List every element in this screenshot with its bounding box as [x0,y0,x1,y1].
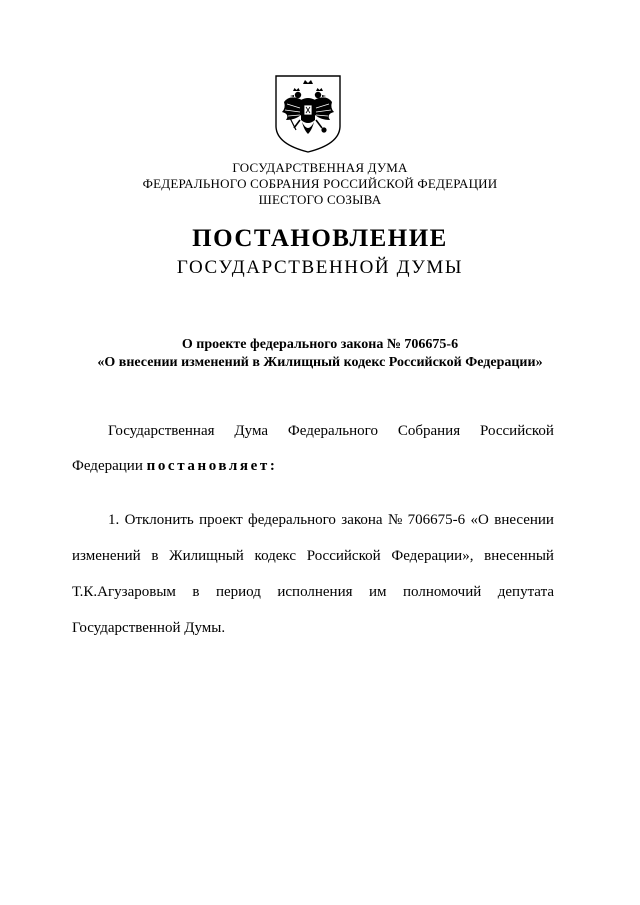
item-1-line-2 [72,548,554,565]
resolves-keyword: постановляет: [146,458,278,474]
item-1-line-4: Государственной Думы. [72,620,226,636]
item-word: период [215,584,261,600]
item-word: 1. [108,512,120,528]
item-word: Федерации», [391,548,474,564]
item-word: исполнения [277,584,353,600]
item-word: изменений [72,548,141,564]
item-word: № [387,512,403,528]
item-word: Жилищный [169,548,244,564]
issuer-line-2: ФЕДЕРАЛЬНОГО СОБРАНИЯ РОССИЙСКОЙ ФЕДЕРАЦИИ [142,176,498,191]
item-1-line-3 [72,584,554,601]
item-word: в [192,584,200,600]
russian-coat-of-arms-icon [272,74,344,154]
item-word: полномочий [403,584,482,600]
preamble-line-2 [72,458,554,475]
item-1-line-1 [108,512,554,529]
item-word: федерального [248,512,336,528]
item-word: кодекс [254,548,297,564]
bill-heading [0,336,640,372]
preamble-line-1 [108,423,554,440]
item-word: внесенный [484,548,554,564]
item-word: проект [199,512,243,528]
item-word: депутата [497,584,554,600]
preamble-word: Российской [480,423,554,439]
issuer-line-3: ШЕСТОГО СОЗЫВА [258,192,382,207]
preamble-word: Федерального [287,423,378,439]
item-word: «О [470,512,489,528]
item-word: им [368,584,387,600]
item-word: внесении [494,512,554,528]
item-word: 706675-6 [407,512,466,528]
item-word: в [151,548,159,564]
issuer-block [0,160,640,208]
issuer-line-1: ГОСУДАРСТВЕННАЯ ДУМА [232,160,408,175]
preamble-word: Государственная [108,423,215,439]
preamble-word: Собрания [397,423,461,439]
preamble-word: Дума [234,423,269,439]
item-word: Отклонить [124,512,194,528]
item-word: закона [341,512,383,528]
document-title: ПОСТАНОВЛЕНИЕ [192,225,448,252]
bill-heading-line-2: «О внесении изменений в Жилищный кодекс Российской Федерации» [97,355,543,370]
item-word: Т.К.Агузаровым [72,584,176,600]
item-word: Российской [306,548,381,564]
bill-heading-line-1: О проекте федерального закона № 706675-6 [181,337,459,352]
document-subtitle: ГОСУДАРСТВЕННОЙ ДУМЫ [176,257,464,278]
preamble-text: Федерации [72,458,147,474]
